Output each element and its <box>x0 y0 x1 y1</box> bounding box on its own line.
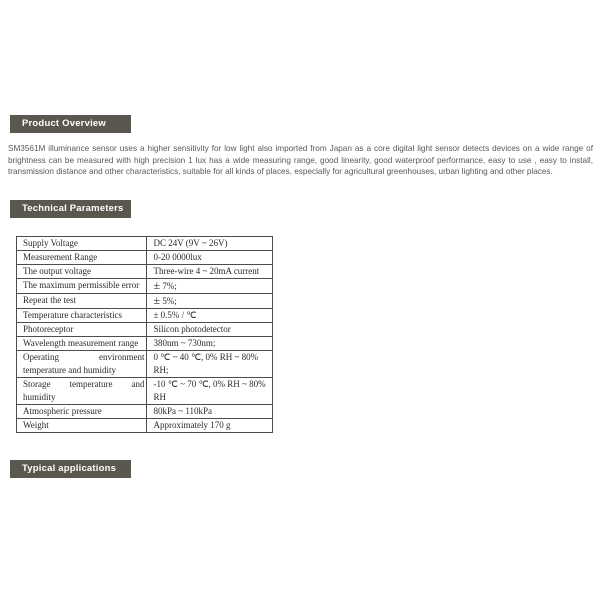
table-row <box>17 378 273 405</box>
table-row <box>17 337 273 351</box>
table-row <box>17 419 273 433</box>
param-value: Silicon photodetector <box>147 323 273 337</box>
section-header-product-overview: Product Overview <box>10 115 131 133</box>
param-value: DC 24V (9V ~ 26V) <box>147 237 273 251</box>
param-value: 0-20 0000lux <box>147 251 273 265</box>
param-label: The maximum permissible error <box>17 279 147 294</box>
table-row <box>17 265 273 279</box>
param-label: The output voltage <box>17 265 147 279</box>
table-row <box>17 351 273 378</box>
param-label: Storage temperature and humidity <box>17 378 147 405</box>
param-value: -10 ℃ ~ 70 ℃, 0% RH ~ 80% RH <box>147 378 273 405</box>
table-row <box>17 294 273 309</box>
param-value: 380nm ~ 730nm; <box>147 337 273 351</box>
param-value: Approximately 170 g <box>147 419 273 433</box>
param-label: Photoreceptor <box>17 323 147 337</box>
param-label: Supply Voltage <box>17 237 147 251</box>
table-row <box>17 309 273 323</box>
table-row <box>17 251 273 265</box>
table-row <box>17 237 273 251</box>
param-label: Operating environment temperature and humidity <box>17 351 147 378</box>
param-value: ± 7%; <box>147 279 273 294</box>
table-row <box>17 323 273 337</box>
technical-parameters-table <box>16 236 273 433</box>
param-label: Repeat the test <box>17 294 147 309</box>
section-header-typical-applications: Typical applications <box>10 460 131 478</box>
param-label: Atmospheric pressure <box>17 405 147 419</box>
param-label: Weight <box>17 419 147 433</box>
param-label: Measurement Range <box>17 251 147 265</box>
param-label: Temperature characteristics <box>17 309 147 323</box>
product-overview-description: SM3561M illuminance sensor uses a higher sensitivity for low light also imported from Japan as a core digital light sensor detects devices on a wide range of brightness can be measured with high precision 1 lux has a wide measuring range, good linearity, good waterproof performance, easy to use , easy to install, transmission distance and other characteristics, suitable for all kinds of places, especially for agricultural greenhouses, urban lighting and other places. <box>8 144 593 176</box>
parameters-table-body <box>17 237 273 433</box>
param-value: ± 0.5% / ℃ <box>147 309 273 323</box>
param-value: 0 ℃ ~ 40 ℃, 0% RH ~ 80% RH; <box>147 351 273 378</box>
table-row <box>17 405 273 419</box>
param-value: ± 5%; <box>147 294 273 309</box>
param-value: 80kPa ~ 110kPa <box>147 405 273 419</box>
param-value: Three-wire 4 ~ 20mA current <box>147 265 273 279</box>
section-header-technical-parameters: Technical Parameters <box>10 200 131 218</box>
table-row <box>17 279 273 294</box>
param-label: Wavelength measurement range <box>17 337 147 351</box>
